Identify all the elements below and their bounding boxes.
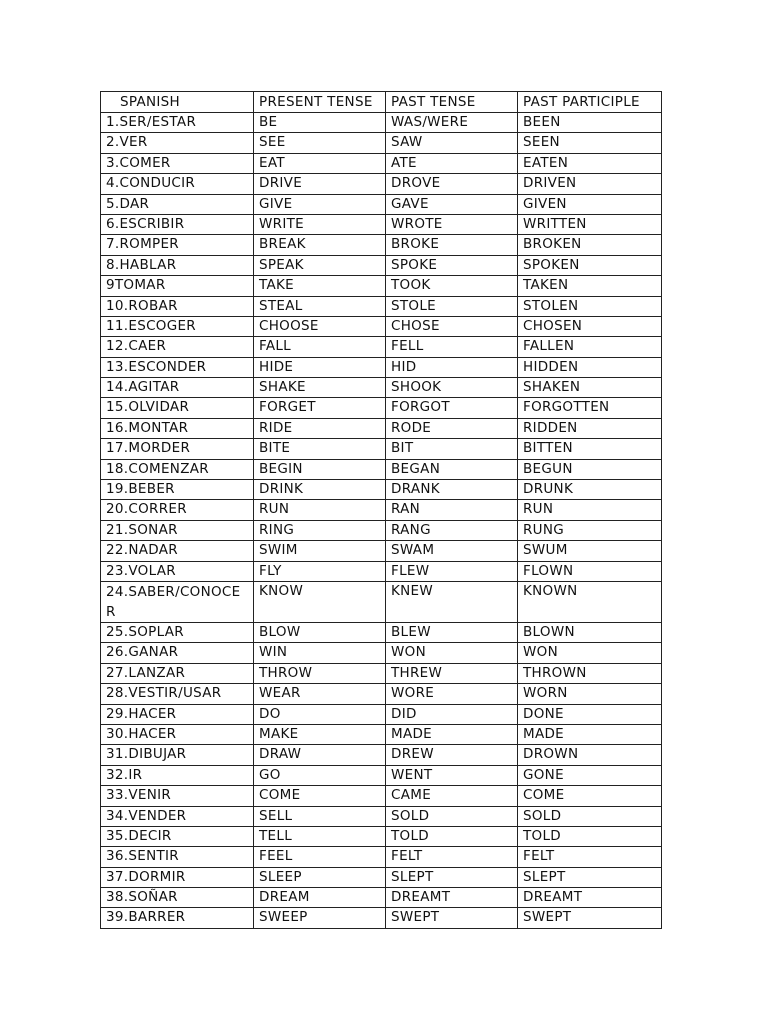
present-tense-cell: SWEEP [254,908,386,928]
past-participle-cell: FLOWN [518,561,662,581]
past-participle-cell: HIDDEN [518,357,662,377]
present-tense-cell: TAKE [254,276,386,296]
table-row [101,745,662,765]
past-tense-cell: RAN [386,500,518,520]
present-tense-cell: DRIVE [254,174,386,194]
present-tense-cell: SPEAK [254,255,386,275]
present-tense-cell: FALL [254,337,386,357]
table-row [101,174,662,194]
present-tense-cell: BITE [254,439,386,459]
spanish-verb-cell: 3.COMER [101,153,254,173]
spanish-verb-cell: 19.BEBER [101,480,254,500]
past-participle-cell: SWEPT [518,908,662,928]
past-participle-cell: FALLEN [518,337,662,357]
present-tense-cell: SELL [254,806,386,826]
present-tense-cell: GO [254,765,386,785]
past-participle-cell: SWUM [518,541,662,561]
table-row [101,888,662,908]
past-tense-cell: BROKE [386,235,518,255]
past-tense-cell: STOLE [386,296,518,316]
past-tense-cell: WORE [386,684,518,704]
present-tense-cell: DRAW [254,745,386,765]
spanish-verb-cell: 35.DECIR [101,826,254,846]
spanish-verb-cell: 6.ESCRIBIR [101,214,254,234]
past-tense-cell: RANG [386,520,518,540]
past-participle-cell: SOLD [518,806,662,826]
past-participle-cell: TOLD [518,826,662,846]
present-tense-cell: DREAM [254,888,386,908]
table-row [101,520,662,540]
past-tense-cell: TOLD [386,826,518,846]
table-row [101,581,662,622]
header-spanish: SPANISH [101,92,254,113]
spanish-verb-cell: 7.ROMPER [101,235,254,255]
present-tense-cell: GIVE [254,194,386,214]
past-tense-cell: KNEW [386,581,518,622]
table-body [101,113,662,929]
header-present-tense: PRESENT TENSE [254,92,386,113]
table-row [101,113,662,133]
past-tense-cell: CAME [386,786,518,806]
past-tense-cell: BIT [386,439,518,459]
past-participle-cell: BEGUN [518,459,662,479]
past-participle-cell: DONE [518,704,662,724]
past-tense-cell: FELL [386,337,518,357]
present-tense-cell: FORGET [254,398,386,418]
past-tense-cell: GAVE [386,194,518,214]
past-participle-cell: DRIVEN [518,174,662,194]
past-tense-cell: SHOOK [386,378,518,398]
past-participle-cell: STOLEN [518,296,662,316]
header-past-tense: PAST TENSE [386,92,518,113]
table-row [101,133,662,153]
past-participle-cell: MADE [518,724,662,744]
table-row [101,724,662,744]
spanish-verb-cell: 15.OLVIDAR [101,398,254,418]
present-tense-cell: STEAL [254,296,386,316]
spanish-verb-cell: 8.HABLAR [101,255,254,275]
table-row [101,765,662,785]
past-tense-cell: BEGAN [386,459,518,479]
past-participle-cell: CHOSEN [518,316,662,336]
past-participle-cell: FORGOTTEN [518,398,662,418]
spanish-verb-cell: 17.MORDER [101,439,254,459]
past-participle-cell: RIDDEN [518,418,662,438]
table-row [101,684,662,704]
present-tense-cell: BE [254,113,386,133]
table-row [101,357,662,377]
table-row [101,643,662,663]
table-row [101,398,662,418]
past-tense-cell: FLEW [386,561,518,581]
table-row [101,337,662,357]
past-participle-cell: BITTEN [518,439,662,459]
past-participle-cell: COME [518,786,662,806]
past-tense-cell: DROVE [386,174,518,194]
spanish-verb-cell: 22.NADAR [101,541,254,561]
past-participle-cell: DREAMT [518,888,662,908]
present-tense-cell: SLEEP [254,867,386,887]
past-tense-cell: SOLD [386,806,518,826]
spanish-verb-cell: 39.BARRER [101,908,254,928]
spanish-verb-cell: 23.VOLAR [101,561,254,581]
table-row [101,663,662,683]
spanish-verb-cell: 37.DORMIR [101,867,254,887]
past-participle-cell: SLEPT [518,867,662,887]
spanish-verb-cell: 36.SENTIR [101,847,254,867]
past-participle-cell: BROKEN [518,235,662,255]
spanish-verb-cell: 5.DAR [101,194,254,214]
present-tense-cell: WEAR [254,684,386,704]
present-tense-cell: KNOW [254,581,386,622]
past-tense-cell: DREAMT [386,888,518,908]
table-row [101,194,662,214]
table-row [101,153,662,173]
spanish-verb-cell: 13.ESCONDER [101,357,254,377]
past-tense-cell: DREW [386,745,518,765]
table-row [101,418,662,438]
past-tense-cell: WROTE [386,214,518,234]
present-tense-cell: SEE [254,133,386,153]
table-row [101,439,662,459]
past-tense-cell: BLEW [386,622,518,642]
past-participle-cell: THROWN [518,663,662,683]
spanish-verb-cell: 30.HACER [101,724,254,744]
table-row [101,847,662,867]
past-tense-cell: WON [386,643,518,663]
past-participle-cell: EATEN [518,153,662,173]
verb-conjugation-table [100,91,662,929]
table-row [101,786,662,806]
spanish-verb-cell: 25.SOPLAR [101,622,254,642]
past-tense-cell: HID [386,357,518,377]
past-participle-cell: DROWN [518,745,662,765]
past-participle-cell: WORN [518,684,662,704]
spanish-verb-cell: 38.SOÑAR [101,888,254,908]
spanish-verb-cell: 26.GANAR [101,643,254,663]
spanish-verb-cell: 31.DIBUJAR [101,745,254,765]
past-tense-cell: FORGOT [386,398,518,418]
spanish-verb-cell: 4.CONDUCIR [101,174,254,194]
spanish-verb-cell: 29.HACER [101,704,254,724]
past-participle-cell: DRUNK [518,480,662,500]
spanish-verb-cell: 11.ESCOGER [101,316,254,336]
spanish-verb-cell: 24.SABER/CONOCER [101,581,254,622]
present-tense-cell: EAT [254,153,386,173]
present-tense-cell: BEGIN [254,459,386,479]
table-row [101,704,662,724]
present-tense-cell: RIDE [254,418,386,438]
present-tense-cell: THROW [254,663,386,683]
spanish-verb-cell: 27.LANZAR [101,663,254,683]
spanish-verb-cell: 28.VESTIR/USAR [101,684,254,704]
past-tense-cell: WENT [386,765,518,785]
past-tense-cell: WAS/WERE [386,113,518,133]
past-participle-cell: WRITTEN [518,214,662,234]
present-tense-cell: FLY [254,561,386,581]
table-row [101,500,662,520]
present-tense-cell: FEEL [254,847,386,867]
past-tense-cell: SPOKE [386,255,518,275]
past-tense-cell: DID [386,704,518,724]
table-row [101,296,662,316]
table-row [101,214,662,234]
spanish-verb-cell: 33.VENIR [101,786,254,806]
spanish-verb-cell: 12.CAER [101,337,254,357]
header-row [101,92,662,113]
present-tense-cell: HIDE [254,357,386,377]
table-row [101,806,662,826]
present-tense-cell: COME [254,786,386,806]
spanish-verb-cell: 9TOMAR [101,276,254,296]
spanish-verb-cell: 32.IR [101,765,254,785]
spanish-verb-cell: 1.SER/ESTAR [101,113,254,133]
spanish-verb-cell: 16.MONTAR [101,418,254,438]
past-participle-cell: GIVEN [518,194,662,214]
spanish-verb-cell: 20.CORRER [101,500,254,520]
present-tense-cell: SWIM [254,541,386,561]
present-tense-cell: CHOOSE [254,316,386,336]
present-tense-cell: WRITE [254,214,386,234]
past-participle-cell: BEEN [518,113,662,133]
past-tense-cell: SWAM [386,541,518,561]
table-row [101,826,662,846]
spanish-verb-cell: 18.COMENZAR [101,459,254,479]
present-tense-cell: BLOW [254,622,386,642]
past-participle-cell: KNOWN [518,581,662,622]
past-tense-cell: SLEPT [386,867,518,887]
past-participle-cell: FELT [518,847,662,867]
present-tense-cell: RING [254,520,386,540]
past-participle-cell: RUN [518,500,662,520]
present-tense-cell: BREAK [254,235,386,255]
table-header [101,92,662,113]
past-tense-cell: SAW [386,133,518,153]
past-tense-cell: SWEPT [386,908,518,928]
table-row [101,622,662,642]
spanish-verb-cell: 34.VENDER [101,806,254,826]
spanish-verb-cell: 21.SONAR [101,520,254,540]
past-tense-cell: FELT [386,847,518,867]
past-tense-cell: RODE [386,418,518,438]
table-row [101,459,662,479]
past-tense-cell: MADE [386,724,518,744]
past-participle-cell: RUNG [518,520,662,540]
past-tense-cell: CHOSE [386,316,518,336]
table-row [101,255,662,275]
present-tense-cell: DO [254,704,386,724]
past-participle-cell: TAKEN [518,276,662,296]
present-tense-cell: TELL [254,826,386,846]
past-participle-cell: GONE [518,765,662,785]
past-participle-cell: WON [518,643,662,663]
table-row [101,867,662,887]
past-participle-cell: SPOKEN [518,255,662,275]
table-row [101,541,662,561]
past-tense-cell: THREW [386,663,518,683]
present-tense-cell: WIN [254,643,386,663]
table-row [101,378,662,398]
table-row [101,480,662,500]
present-tense-cell: DRINK [254,480,386,500]
table-row [101,235,662,255]
past-participle-cell: BLOWN [518,622,662,642]
table-row [101,908,662,928]
present-tense-cell: MAKE [254,724,386,744]
present-tense-cell: SHAKE [254,378,386,398]
header-past-participle: PAST PARTICIPLE [518,92,662,113]
table-row [101,276,662,296]
table-row [101,561,662,581]
past-participle-cell: SHAKEN [518,378,662,398]
spanish-verb-cell: 14.AGITAR [101,378,254,398]
past-tense-cell: DRANK [386,480,518,500]
present-tense-cell: RUN [254,500,386,520]
table-row [101,316,662,336]
past-tense-cell: ATE [386,153,518,173]
past-tense-cell: TOOK [386,276,518,296]
spanish-verb-cell: 10.ROBAR [101,296,254,316]
past-participle-cell: SEEN [518,133,662,153]
spanish-verb-cell: 2.VER [101,133,254,153]
